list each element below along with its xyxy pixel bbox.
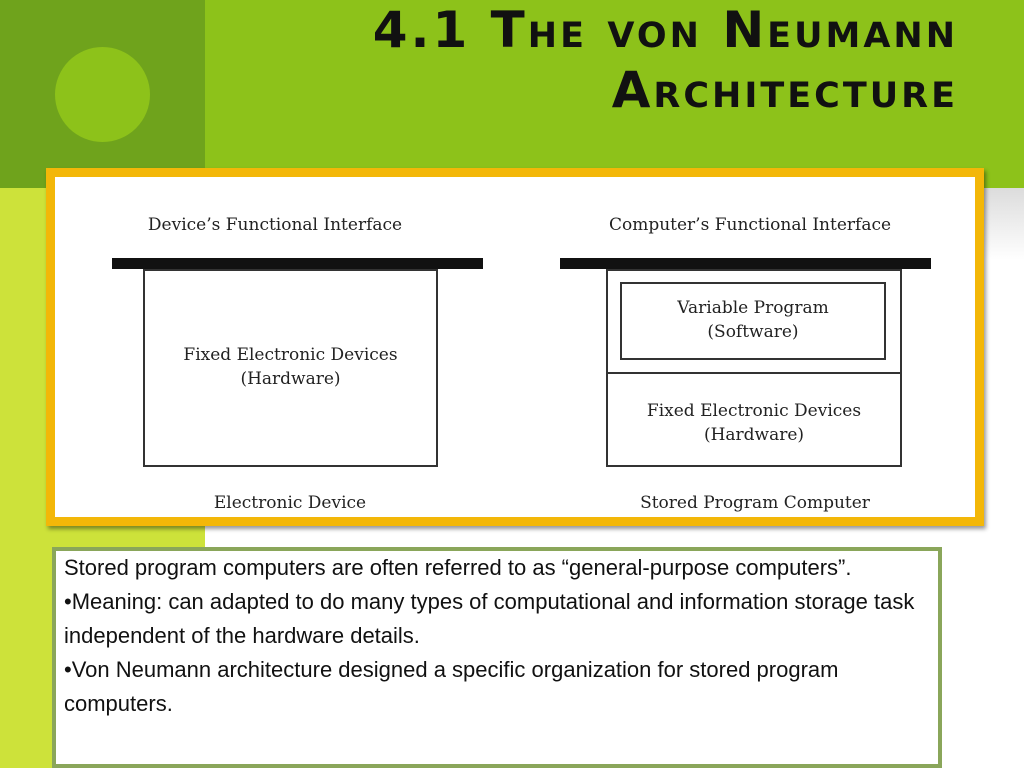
stored-program-caption: Stored Program Computer <box>640 493 870 513</box>
fixed-devices-label: Fixed Electronic Devices <box>183 345 398 365</box>
variable-program-label: Variable Program <box>677 298 829 318</box>
variable-program-box <box>620 282 886 360</box>
electronic-device-caption: Electronic Device <box>213 493 367 513</box>
stack-divider <box>608 372 900 374</box>
computer-interface-label: Computer’s Functional Interface <box>608 215 892 235</box>
slide-title <box>258 0 958 120</box>
description-text-box <box>52 547 942 768</box>
fixed-devices-box <box>143 269 438 467</box>
device-interface-label: Device’s Functional Interface <box>147 215 403 235</box>
fixed-devices-label-right: Fixed Electronic Devices <box>646 401 862 421</box>
stored-program-box <box>606 269 902 467</box>
computer-interface-bar <box>560 258 931 269</box>
software-label: (Software) <box>707 322 799 342</box>
paragraph-von-neumann: •Von Neumann architecture designed a specific organization for stored program computers. <box>64 657 839 716</box>
paragraph-intro: Stored program computers are often referred to as “general-purpose computers”. <box>64 555 852 580</box>
device-interface-bar <box>112 258 483 269</box>
hardware-label: (Hardware) <box>240 369 341 389</box>
hardware-label-right: (Hardware) <box>703 425 805 443</box>
slide-title-line2: Architecture <box>611 61 958 119</box>
decorative-shadow <box>980 188 1024 260</box>
decorative-circle <box>55 47 150 142</box>
slide-title-line1: 4.1 The von Neumann <box>372 1 958 59</box>
diagram-canvas <box>55 177 975 517</box>
paragraph-meaning: •Meaning: can adapted to do many types of computational and information storage task independent of the hardware details. <box>64 589 915 648</box>
diagram-frame <box>46 168 984 526</box>
